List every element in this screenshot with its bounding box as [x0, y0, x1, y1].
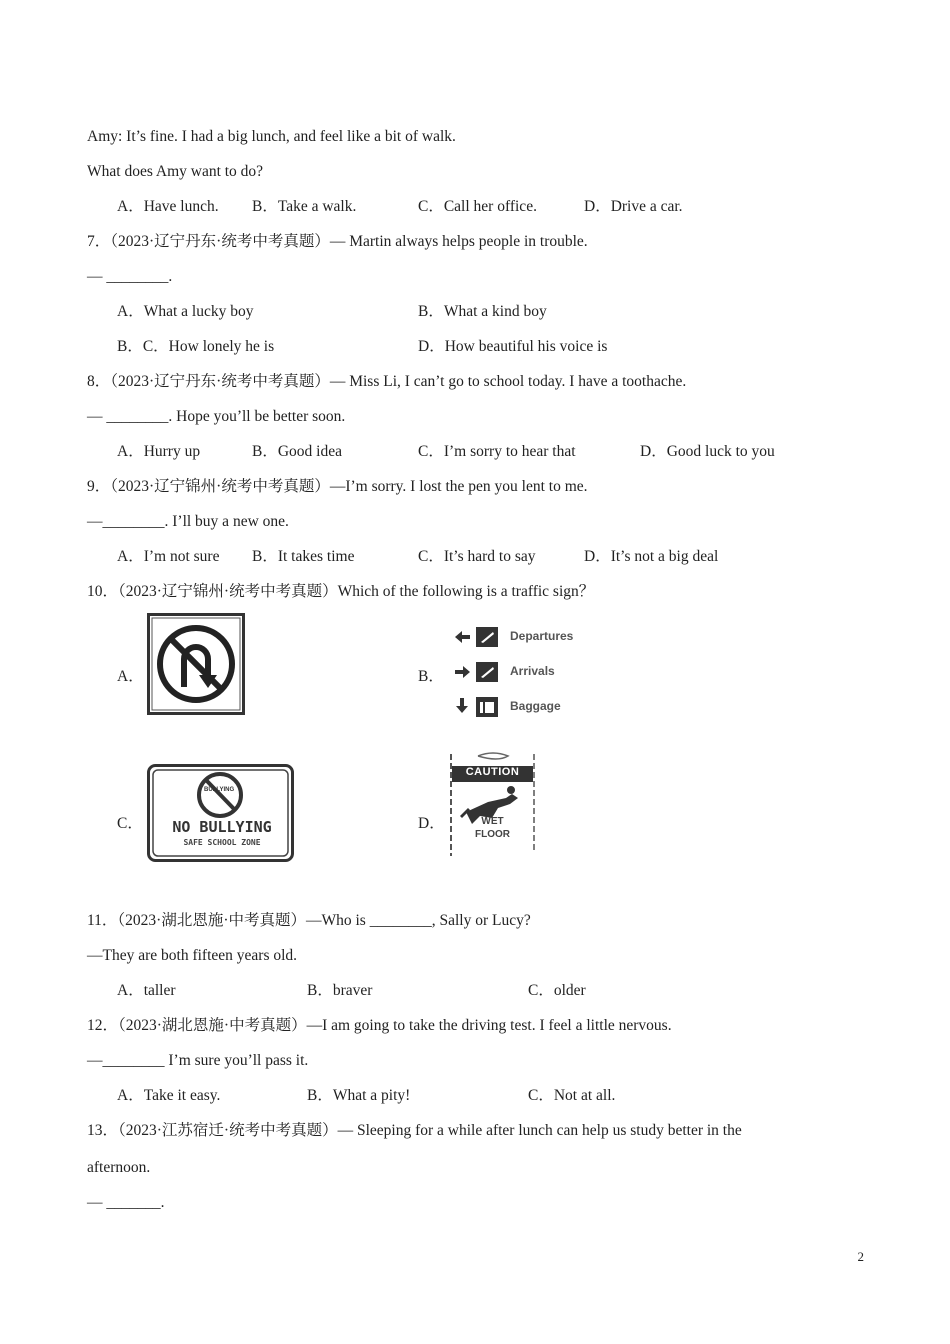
option-c: C．older — [528, 982, 586, 999]
safe-school-zone-text: SAFE SCHOOL ZONE — [183, 838, 261, 847]
answer-blank: —________ I’m sure you’ll pass it. — [87, 1052, 309, 1069]
option-b: B．What a kind boy — [418, 303, 547, 320]
option-b: B．Good idea — [252, 443, 342, 460]
question-9: 9．（2023·辽宁锦州·统考中考真题）—I’m sorry. I lost the pen you lent to me. — [87, 478, 588, 495]
option-b: B． — [418, 668, 444, 685]
floor-text: FLOOR — [475, 829, 510, 840]
option-c: C．It’s hard to say — [418, 548, 536, 565]
option-a: A．Have lunch. — [117, 198, 219, 215]
option-a: A．What a lucky boy — [117, 303, 254, 320]
question-prompt: What does Amy want to do? — [87, 163, 264, 180]
option-c: C．Call her office. — [418, 198, 537, 215]
option-a: A．taller — [117, 982, 176, 999]
answer-blank: —________. I’ll buy a new one. — [87, 513, 289, 530]
no-bullying-sign-icon — [147, 764, 294, 862]
option-d: D．Drive a car. — [584, 198, 683, 215]
question-8: 8．（2023·辽宁丹东·统考中考真题）— Miss Li, I can’t go to school today. I have a toothache. — [87, 373, 687, 390]
question-10: 10．（2023·辽宁锦州·统考中考真题）Which of the following is a traffic sign？ — [87, 583, 595, 600]
option-b: B．braver — [307, 982, 373, 999]
option-a: A．Hurry up — [117, 443, 201, 460]
arrivals-label: Arrivals — [510, 664, 555, 678]
question-11: 11．（2023·湖北恩施·中考真题）—Who is ________, Sally or Lucy? — [87, 912, 531, 929]
option-c: C．Not at all. — [528, 1087, 616, 1104]
question-13: 13．（2023·江苏宿迁·统考中考真题）— Sleeping for a while after lunch can help us study better in the — [87, 1122, 742, 1139]
option-a: A． — [117, 668, 144, 685]
option-a: A．I’m not sure — [117, 548, 220, 565]
option-d: D．Good luck to you — [640, 443, 775, 460]
page-number: 2 — [857, 1249, 864, 1264]
option-b: B．Take a walk. — [252, 198, 357, 215]
option-d: D．It’s not a big deal — [584, 548, 719, 565]
option-b: B．What a pity! — [307, 1087, 411, 1104]
no-u-turn-sign-icon — [147, 613, 245, 715]
baggage-label: Baggage — [510, 699, 561, 713]
caution-text: CAUTION — [465, 766, 520, 778]
option-c: C． — [117, 815, 143, 832]
dialogue-line: Amy: It’s fine. I had a big lunch, and feel like a bit of walk. — [87, 128, 456, 145]
option-d: D．How beautiful his voice is — [418, 338, 608, 355]
option-d: D． — [418, 815, 445, 832]
answer-blank: — ________. Hope you’ll be better soon. — [87, 408, 346, 425]
wet-text: WET — [481, 816, 504, 827]
option-c: B．C．How lonely he is — [117, 338, 275, 355]
dialogue-reply: —They are both fifteen years old. — [87, 947, 298, 964]
bullying-circle-text: BULLYING — [204, 787, 235, 793]
question-12: 12．（2023·湖北恩施·中考真题）—I am going to take the driving test. I feel a little nervous. — [87, 1017, 672, 1034]
option-a: A．Take it easy. — [117, 1087, 221, 1104]
no-bullying-text: NO BULLYING — [172, 818, 272, 836]
answer-blank: — _______. — [87, 1194, 165, 1211]
question-7: 7．（2023·辽宁丹东·统考中考真题）— Martin always helps people in trouble. — [87, 233, 588, 250]
departures-label: Departures — [510, 629, 574, 643]
question-13-continued: afternoon. — [87, 1159, 151, 1176]
option-b: B．It takes time — [252, 548, 355, 565]
answer-blank: — ________. — [87, 268, 173, 285]
option-c: C．I’m sorry to hear that — [418, 443, 576, 460]
